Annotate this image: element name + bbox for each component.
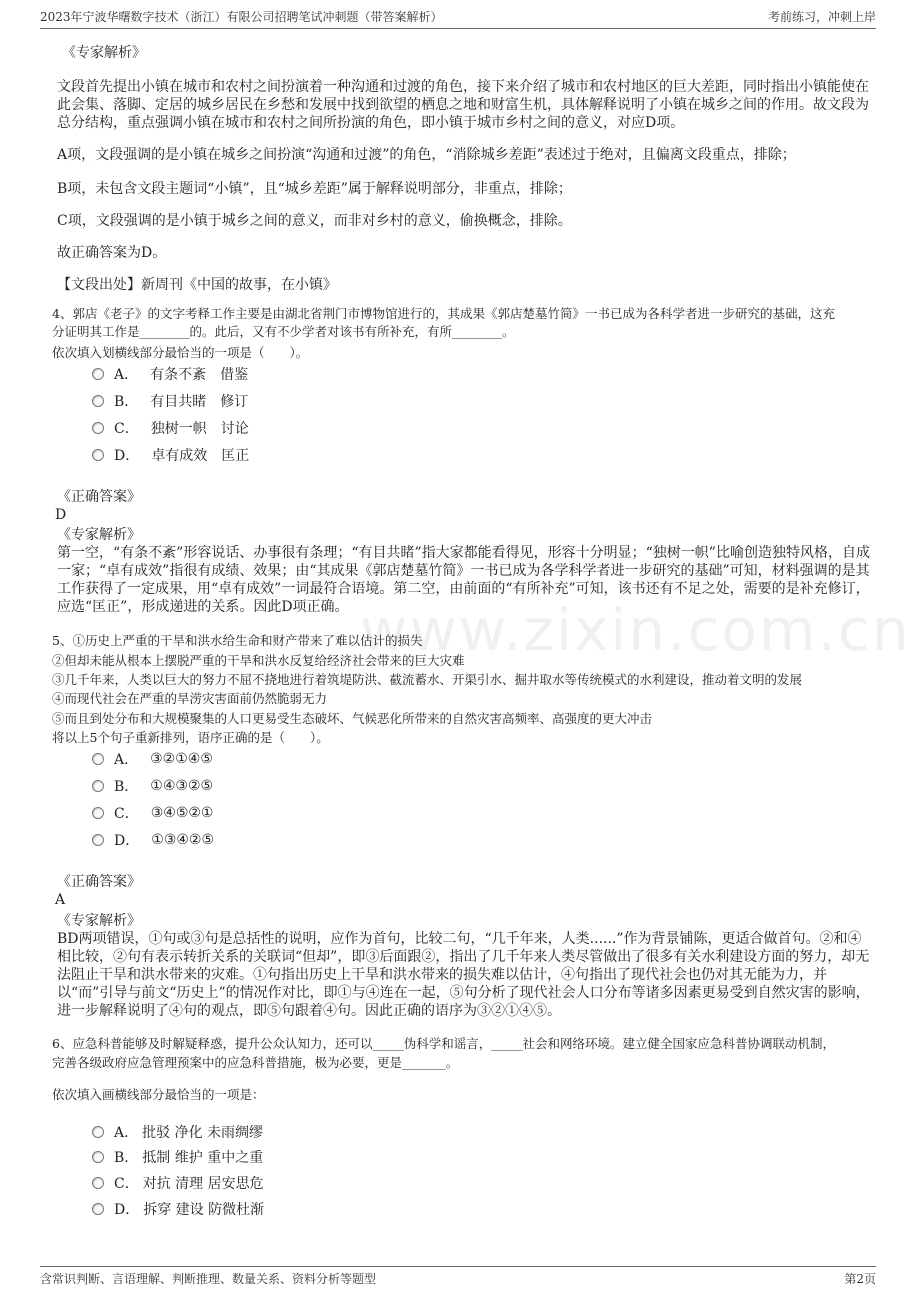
q3-analysis-paragraph: 文段首先提出小镇在城市和农村之间扮演着一种沟通和过渡的角色，接下来介绍了城市和农村地区的巨大差距，同时指出小镇能使在此会集、落脚、定居的城乡居民在乡愁和发展中找到欲望的栖息之地和财富生机，具体解释说明了小镇在城乡之间的作用。故文段为总分结构，重点强调小镇在城市和农村之间所扮演的角色，即小镇于城市乡村之间的意义，对应D项。 bbox=[57, 79, 869, 131]
q4-option-d[interactable] bbox=[92, 445, 249, 465]
option-letter: D． bbox=[114, 1202, 140, 1218]
option-letter: C． bbox=[114, 1176, 139, 1192]
q4-answer: D bbox=[55, 507, 67, 523]
watermark: www.zixin.com.cn bbox=[360, 596, 911, 664]
radio-icon[interactable] bbox=[92, 368, 104, 380]
q4-answer-label: 《正确答案》 bbox=[57, 489, 141, 505]
q3-analysis-option-a: A项，文段强调的是小镇在城乡之间扮演“沟通和过渡”的角色，“消除城乡差距”表述过于绝对，且偏离文段重点，排除； bbox=[57, 147, 796, 163]
q5-option-b[interactable] bbox=[92, 776, 213, 796]
q4-analysis-label: 《专家解析》 bbox=[57, 527, 141, 543]
option-letter: D． bbox=[114, 448, 140, 464]
radio-icon[interactable] bbox=[92, 1177, 104, 1189]
option-text: 批驳 净化 未雨绸缪 bbox=[142, 1125, 264, 1141]
footer-note: 含常识判断、言语理解、判断推理、数量关系、资料分析等题型 bbox=[40, 1272, 377, 1286]
q5-prompt: 将以上5个句子重新排列，语序正确的是（ ）。 bbox=[52, 730, 329, 745]
radio-icon[interactable] bbox=[92, 395, 104, 407]
q3-analysis-option-c: C项，文段强调的是小镇于城乡之间的意义，而非对乡村的意义，偷换概念，排除。 bbox=[57, 213, 572, 229]
q5-sentence-4: ④而现代社会在严重的旱涝灾害面前仍然脆弱无力 bbox=[52, 691, 328, 706]
q5-sentence-1: 5、①历史上严重的干旱和洪水给生命和财产带来了难以估计的损失 bbox=[52, 633, 423, 648]
option-text: ①③④②⑤ bbox=[151, 832, 214, 848]
q5-analysis: BD两项错误，①句或③句是总括性的说明，应作为首句，比较二句，“几千年来，人类......”作为背景铺陈，更适合做首句。②和④相比较，②句有表示转折关系的关联词“但却”，即③后面跟②，指出了几千年来人类尽管做出了很多有关水利建设方面的努力，却无法阻止干旱和洪水带来的灾难。①句指出历史上干旱和洪水带来的损失难以估计，④句指出了现代社会也仍对其无能为力，并以“而”引导与前文“历史上”的情况作对比，即①与④连在一起，⑤句分析了现代社会人口分布等诸多因素更易受到自然灾害的影响，进一步解释说明了④句的观点，即⑤句跟着④句。因此正确的语序为③②①④⑤。 bbox=[57, 931, 870, 1019]
document-title: 2023年宁波华曙数字技术（浙江）有限公司招聘笔试冲刺题（带答案解析） bbox=[40, 10, 443, 24]
q6-prompt: 依次填入画横线部分最恰当的一项是： bbox=[52, 1087, 265, 1102]
option-letter: D． bbox=[114, 833, 140, 849]
option-letter: A． bbox=[114, 1125, 139, 1141]
option-text: 对抗 清理 居安思危 bbox=[142, 1176, 264, 1192]
option-letter: B． bbox=[114, 1150, 139, 1166]
q5-option-c[interactable] bbox=[92, 803, 213, 823]
header-slogan: 考前练习，冲刺上岸 bbox=[767, 10, 876, 24]
option-text: 抵制 维护 重中之重 bbox=[142, 1150, 264, 1166]
option-letter: C． bbox=[114, 421, 139, 437]
option-text: 卓有成效 匡正 bbox=[151, 448, 250, 464]
radio-icon[interactable] bbox=[92, 449, 104, 461]
option-text: ③④⑤②① bbox=[150, 805, 214, 821]
q6-option-a[interactable] bbox=[92, 1122, 263, 1142]
q6-stem-line-2: 完善各级政府应急管理预案中的应急科普措施，极为必要，更是_______。 bbox=[52, 1055, 459, 1070]
q6-stem-line-1: 6、应急科普能够及时解疑释惑，提升公众认知力，还可以_____伪科学和谣言，_____社会和网络环境。建立健全国家应急科普协调联动机制， bbox=[52, 1036, 835, 1051]
option-letter: B． bbox=[114, 779, 139, 795]
q5-answer-label: 《正确答案》 bbox=[57, 874, 141, 890]
option-text: 有条不紊 借鉴 bbox=[150, 367, 249, 383]
radio-icon[interactable] bbox=[92, 1203, 104, 1215]
radio-icon[interactable] bbox=[92, 807, 104, 819]
q3-analysis-option-b: B项，未包含文段主题词“小镇”，且“城乡差距”属于解释说明部分，非重点，排除； bbox=[57, 181, 572, 197]
q4-prompt: 依次填入划横线部分最恰当的一项是（ ）。 bbox=[52, 345, 309, 360]
q4-option-c[interactable] bbox=[92, 418, 249, 438]
q5-sentence-5: ⑤而且到处分布和大规模聚集的人口更易受生态破坏、气候恶化所带来的自然灾害高频率、高强度的更大冲击 bbox=[52, 711, 653, 726]
q6-option-b[interactable] bbox=[92, 1147, 263, 1167]
q6-option-d[interactable] bbox=[92, 1199, 264, 1219]
radio-icon[interactable] bbox=[92, 1126, 104, 1138]
q3-source: 【文段出处】新周刊《中国的故事，在小镇》 bbox=[57, 277, 337, 293]
q5-option-a[interactable] bbox=[92, 749, 213, 769]
page-footer bbox=[40, 1270, 876, 1288]
option-letter: B． bbox=[114, 394, 139, 410]
q3-conclusion: 故正确答案为D。 bbox=[57, 245, 167, 261]
option-letter: C． bbox=[114, 806, 139, 822]
radio-icon[interactable] bbox=[92, 834, 104, 846]
footer-divider bbox=[40, 1266, 876, 1267]
option-text: ③②①④⑤ bbox=[150, 751, 213, 767]
option-text: ①④③②⑤ bbox=[150, 778, 214, 794]
radio-icon[interactable] bbox=[92, 1151, 104, 1163]
q5-sentence-3: ③几千年来，人类以巨大的努力不屈不挠地进行着筑堤防洪、截流蓄水、开渠引水、掘井取水等传统模式的水利建设，推动着文明的发展 bbox=[52, 672, 803, 687]
q5-sentence-2: ②但却未能从根本上摆脱严重的干旱和洪水反复给经济社会带来的巨大灾难 bbox=[52, 653, 465, 668]
page-number: 第2页 bbox=[844, 1272, 876, 1286]
option-text: 有目共睹 修订 bbox=[150, 394, 249, 410]
q6-option-c[interactable] bbox=[92, 1173, 264, 1193]
q4-option-b[interactable] bbox=[92, 391, 248, 411]
option-letter: A． bbox=[114, 367, 139, 383]
radio-icon[interactable] bbox=[92, 422, 104, 434]
option-text: 独树一帜 讨论 bbox=[150, 421, 249, 437]
page-header bbox=[40, 8, 876, 26]
q4-stem-line-2: 分证明其工作是________的。此后，又有不少学者对该书有所补充，有所________。 bbox=[52, 324, 515, 339]
option-letter: A． bbox=[114, 752, 139, 768]
q3-analysis-label: 《专家解析》 bbox=[62, 45, 146, 61]
option-text: 拆穿 建设 防微杜渐 bbox=[143, 1202, 265, 1218]
q4-analysis: 第一空，“有条不紊”形容说话、办事很有条理；“有目共睹”指大家都能看得见，形容十分明显；“独树一帜”比喻创造独特风格，自成一家；“卓有成效”指很有成绩、效果；由“其成果《郭店楚墓竹简》一书已成为各学科学者进一步研究的基础”可知，材料强调的是其工作获得了一定成果，用“卓有成效”一词最符合语境。第二空，由前面的“有所补充”可知，该书还有不足之处，需要的是补充修订，应选“匡正”，形成递进的关系。因此D项正确。 bbox=[57, 545, 870, 615]
q4-option-a[interactable] bbox=[92, 364, 248, 384]
q5-option-d[interactable] bbox=[92, 830, 214, 850]
q5-answer: A bbox=[55, 892, 66, 908]
radio-icon[interactable] bbox=[92, 753, 104, 765]
q5-analysis-label: 《专家解析》 bbox=[57, 913, 141, 929]
header-divider bbox=[40, 28, 876, 29]
radio-icon[interactable] bbox=[92, 780, 104, 792]
q4-stem-line-1: 4、郭店《老子》的文字考释工作主要是由湖北省荆门市博物馆进行的，其成果《郭店楚墓竹简》一书已成为各科学者进一步研究的基础，这充 bbox=[52, 306, 835, 321]
